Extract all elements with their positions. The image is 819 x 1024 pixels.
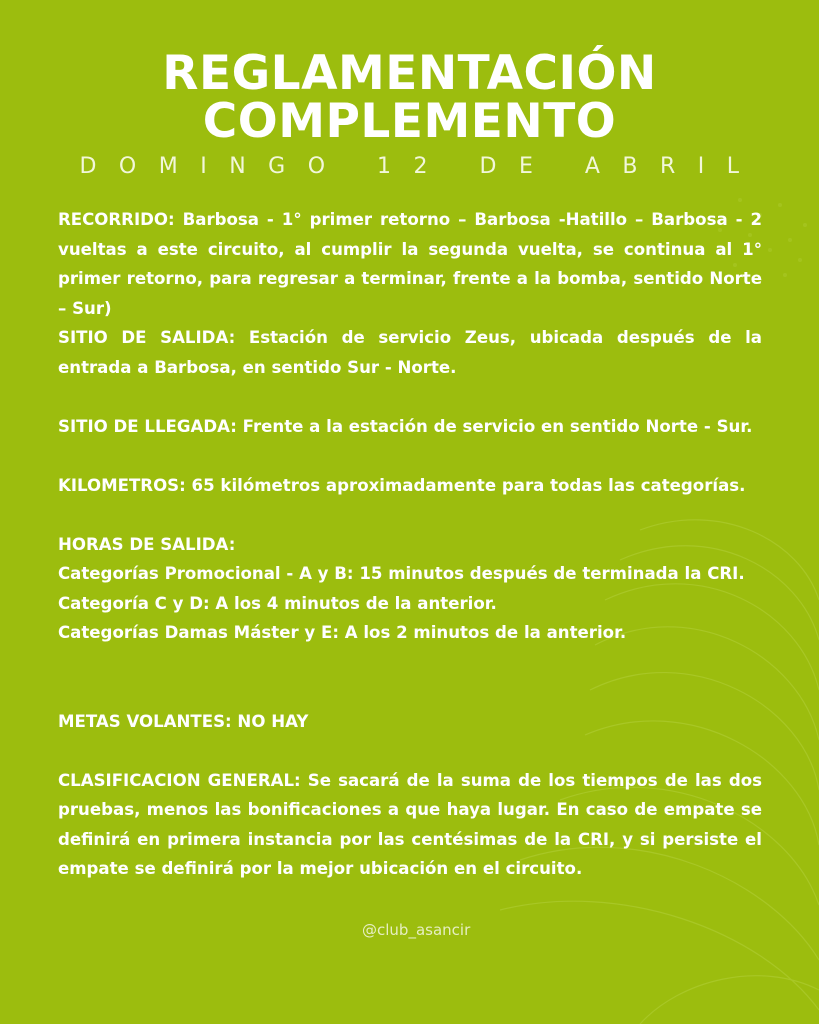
title-line-2: COMPLEMENTO <box>202 94 617 149</box>
page-title <box>0 46 819 149</box>
title-line-1: REGLAMENTACIÓN <box>162 46 657 101</box>
kilometros-paragraph: KILOMETROS: 65 kilómetros aproximadamente para todas las categorías. <box>58 475 746 495</box>
recorrido-paragraph: RECORRIDO: Barbosa - 1° primer retorno – Barbosa -Hatillo – Barbosa - 2 vueltas a este circuito, al cumplir la segunda vuelta, se continua al 1° primer retorno, para regresar a terminar, frente a la bomba, sentido Norte – Sur) <box>58 210 762 318</box>
event-date: DOMINGO 12 DE ABRIL <box>79 154 762 179</box>
horas-salida-item: Categoría C y D: A los 4 minutos de la anterior. <box>58 593 497 613</box>
horas-salida-item: Categorías Promocional - A y B: 15 minutos después de terminada la CRI. <box>58 564 745 583</box>
sitio-salida-paragraph: SITIO DE SALIDA: Estación de servicio Zeus, ubicada después de la entrada a Barbosa, en sentido Sur - Norte. <box>58 328 762 377</box>
regulation-text <box>58 205 762 884</box>
horas-salida-heading: HORAS DE SALIDA: <box>58 534 236 554</box>
metas-volantes-paragraph: METAS VOLANTES: NO HAY <box>58 711 309 731</box>
header <box>0 46 819 179</box>
watermark: @club_asancir <box>362 921 471 939</box>
sitio-llegada-paragraph: SITIO DE LLEGADA: Frente a la estación de servicio en sentido Norte - Sur. <box>58 416 753 436</box>
horas-salida-item: Categorías Damas Máster y E: A los 2 minutos de la anterior. <box>58 623 627 642</box>
clasificacion-paragraph: CLASIFICACION GENERAL: Se sacará de la suma de los tiempos de las dos pruebas, menos las bonificaciones a que haya lugar. En caso de empate se definirá en primera instancia por las centésimas de la CRI, y si persiste el empate se definirá por la mejor ubicación en el circuito. <box>58 770 762 878</box>
